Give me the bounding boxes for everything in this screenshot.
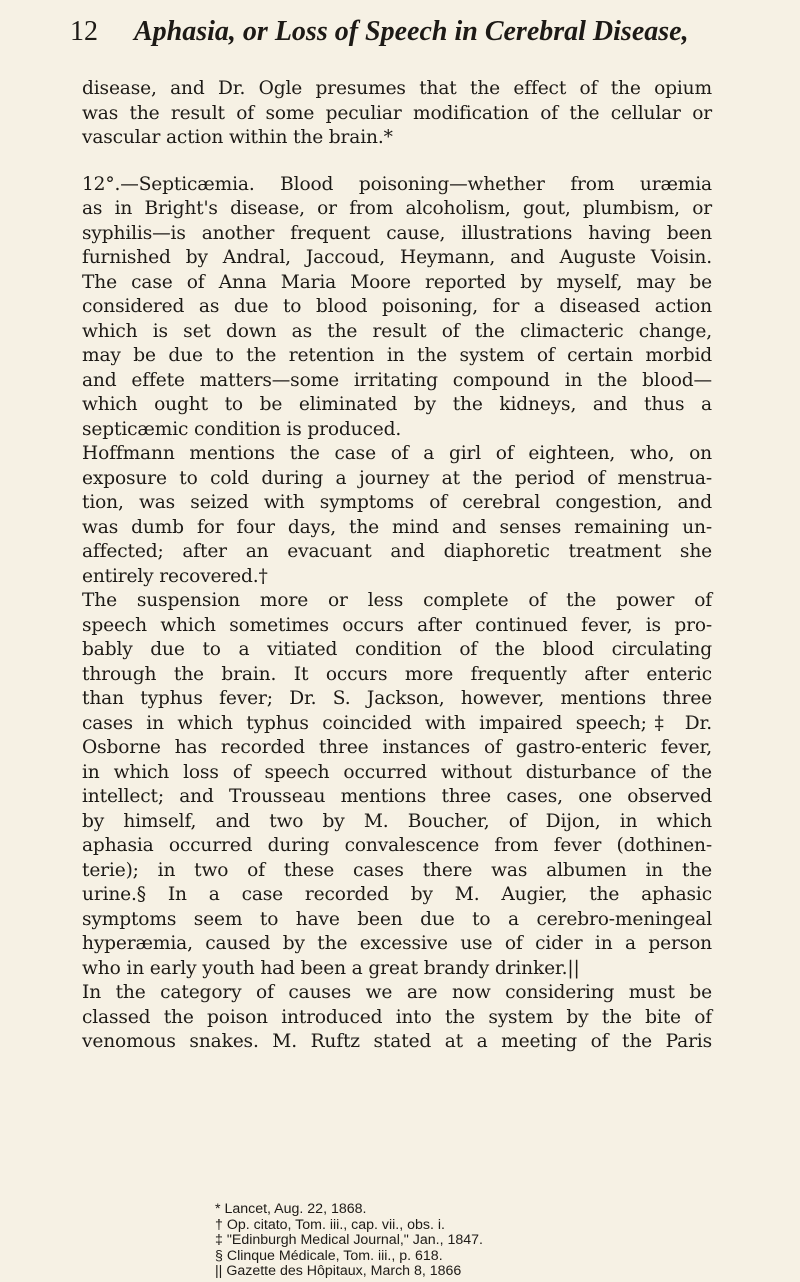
body-text xyxy=(82,77,712,1055)
text-line: Hoffmann mentions the case of a girl of eighteen, who, on xyxy=(82,443,712,464)
text-line: classed the poison introduced into the system by the bite of xyxy=(82,1006,712,1028)
text-line: symptoms seem to have been due to a cerebro-meningeal xyxy=(82,908,712,930)
text-line: 12°.—Septicæmia. Blood poisoning—whether from uræmia xyxy=(82,173,712,195)
paragraph-septicaemia xyxy=(82,173,712,443)
text-line: considered as due to blood poisoning, for a diseased action xyxy=(82,296,712,317)
text-line: than typhus fever; Dr. S. Jackson, however, mentions three xyxy=(82,688,712,709)
page-header xyxy=(70,16,705,52)
text-line: The case of Anna Maria Moore reported by myself, may be xyxy=(82,271,712,293)
text-line: affected; after an evacuant and diaphoretic treatment she xyxy=(82,541,712,562)
footnote: § Clinque Médicale, Tom. iii., p. 618. xyxy=(215,1247,443,1264)
text-line: In the category of causes we are now considering must be xyxy=(82,982,712,1003)
footnotes xyxy=(215,1202,695,1280)
footnote: * Lancet, Aug. 22, 1868. xyxy=(215,1201,367,1217)
text-line: septicæmic condition is produced. xyxy=(82,418,402,440)
text-line: may be due to the retention in the system of certain morbid xyxy=(82,345,712,366)
text-line: Osborne has recorded three instances of gastro-enteric fever, xyxy=(82,737,712,758)
text-line: disease, and Dr. Ogle presumes that the effect of the opium xyxy=(82,78,712,99)
text-line: and effete matters—some irritating compound in the blood— xyxy=(82,369,712,391)
text-line: venomous snakes. M. Ruftz stated at a meeting of the Paris xyxy=(82,1031,712,1052)
text-line: which ought to be eliminated by the kidneys, and thus a xyxy=(82,394,712,415)
text-line: The suspension more or less complete of the power of xyxy=(82,590,712,611)
text-line: bably due to a vitiated condition of the blood circulating xyxy=(82,639,712,660)
text-line: was the result of some peculiar modification of the cellular or xyxy=(82,102,712,124)
text-line: syphilis—is another frequent cause, illustrations having been xyxy=(82,222,712,244)
footnote: || Gazette des Hôpitaux, March 8, 1866 xyxy=(215,1263,462,1280)
text-line: in which loss of speech occurred without disturbance of the xyxy=(82,761,712,783)
paragraph-fever xyxy=(82,589,712,981)
text-line: hyperæmia, caused by the excessive use of cider in a person xyxy=(82,933,712,954)
text-line: urine.§ In a case recorded by M. Augier, the aphasic xyxy=(82,884,712,905)
paragraph-hoffmann xyxy=(82,442,712,589)
text-line: who in early youth had been a great brandy drinker.|| xyxy=(82,957,580,979)
paragraph-opium-continuation xyxy=(82,77,712,151)
paragraph-snakes xyxy=(82,981,712,1055)
footnote: † Op. citato, Tom. iii., cap. vii., obs. i. xyxy=(215,1216,445,1233)
page-number: 12 xyxy=(70,16,98,47)
text-line: cases in which typhus coincided with impaired speech;‡ Dr. xyxy=(82,712,712,734)
text-line: which is set down as the result of the climacteric change, xyxy=(82,320,712,342)
text-line: vascular action within the brain.* xyxy=(82,127,393,148)
text-line: furnished by Andral, Jaccoud, Heymann, and Auguste Voisin. xyxy=(82,247,712,268)
running-title: Aphasia, or Loss of Speech in Cerebral Disease, xyxy=(134,16,689,47)
text-line: tion, was seized with symptoms of cerebral congestion, and xyxy=(82,492,712,513)
text-line: by himself, and two by M. Boucher, of Dijon, in which xyxy=(82,810,712,832)
text-line: as in Bright's disease, or from alcoholism, gout, plumbism, or xyxy=(82,198,712,219)
text-line: through the brain. It occurs more frequently after enteric xyxy=(82,663,712,685)
text-line: speech which sometimes occurs after continued fever, is pro- xyxy=(82,614,712,636)
text-line: terie); in two of these cases there was albumen in the xyxy=(82,859,712,881)
text-line: aphasia occurred during convalescence from fever (dothinen- xyxy=(82,835,712,856)
footnote: ‡ "Edinburgh Medical Journal," Jan., 1847. xyxy=(215,1232,483,1249)
text-line: was dumb for four days, the mind and senses remaining un- xyxy=(82,516,712,538)
text-line: intellect; and Trousseau mentions three cases, one observed xyxy=(82,786,712,807)
text-line: exposure to cold during a journey at the period of menstrua- xyxy=(82,467,712,489)
text-line: entirely recovered.† xyxy=(82,565,268,587)
